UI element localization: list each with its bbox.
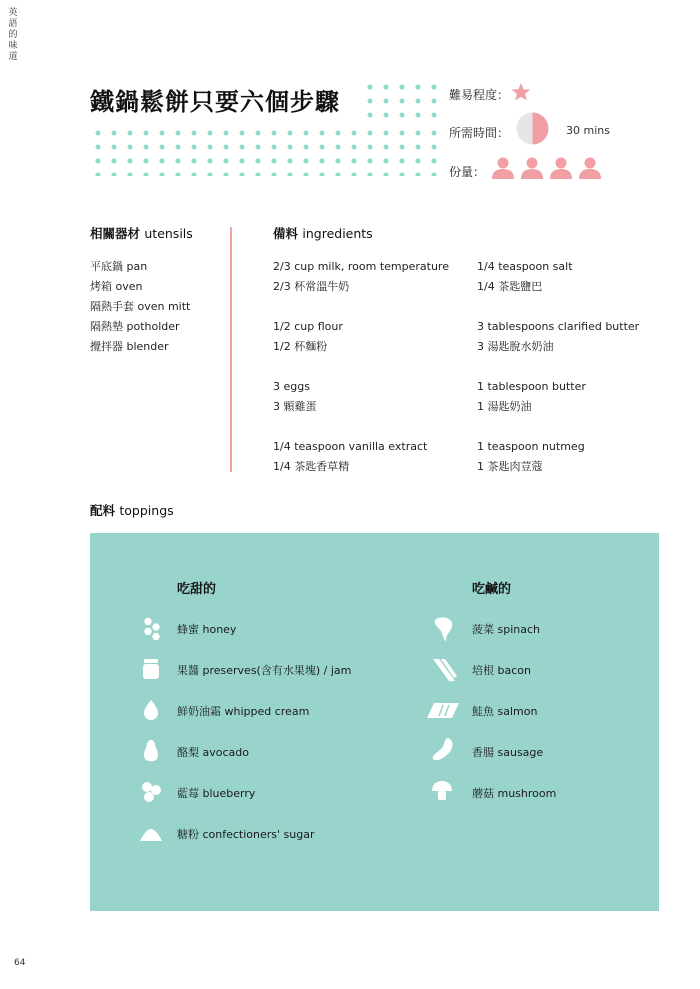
salmon-icon xyxy=(426,700,460,720)
side-label-char: 的 xyxy=(8,30,18,40)
ingredient-item xyxy=(477,257,639,317)
difficulty-label: 難易程度： xyxy=(449,88,510,102)
sweet-item-label: 蜂蜜 honey xyxy=(177,623,237,636)
toppings-heading-zh: 配料 xyxy=(90,503,116,518)
ingredient-item xyxy=(273,377,449,437)
savory-item-label: 菠菜 spinach xyxy=(472,623,540,636)
avocado-icon xyxy=(139,739,163,763)
ingredient-en: 2/3 cup milk, room temperature xyxy=(273,260,449,273)
star-icon xyxy=(511,82,531,102)
ingredient-en: 3 eggs xyxy=(273,380,310,393)
ingredient-item xyxy=(273,317,449,377)
savory-item-label: 培根 bacon xyxy=(472,664,531,677)
ingredient-en: 1 teaspoon nutmeg xyxy=(477,440,585,453)
ingredients-heading xyxy=(273,224,373,242)
ingredients-heading-zh: 備料 xyxy=(273,226,299,241)
side-label-char: 味 xyxy=(8,41,18,51)
servings-icons xyxy=(491,156,603,180)
servings-label: 份量： xyxy=(449,165,486,179)
blueberry-icon xyxy=(139,780,163,804)
page-number: 64 xyxy=(14,958,26,968)
jar-icon xyxy=(139,657,163,681)
page-title: 鐵鍋鬆餅只要六個步驟 xyxy=(90,88,340,116)
ingredient-zh: 1 湯匙奶油 xyxy=(477,400,532,413)
section-divider xyxy=(230,227,232,472)
ingredient-item xyxy=(477,437,639,497)
bacon-icon xyxy=(430,656,458,684)
ingredient-item xyxy=(477,317,639,377)
dot-pattern-main xyxy=(90,126,440,176)
sweet-item-label: 酪梨 avocado xyxy=(177,746,249,759)
mushroom-icon xyxy=(430,779,454,803)
sweet-item-label: 糖粉 confectioners' sugar xyxy=(177,828,315,841)
time-value: 30 mins xyxy=(566,124,610,137)
side-book-label xyxy=(6,8,20,63)
savory-item-label: 香腸 sausage xyxy=(472,746,544,759)
person-icon xyxy=(549,156,573,180)
utensil-item: 隔熱墊 potholder xyxy=(90,320,180,333)
sweet-item-label: 藍莓 blueberry xyxy=(177,787,256,800)
clock-half-icon xyxy=(516,112,549,145)
cream-drop-icon xyxy=(139,698,163,722)
ingredients-heading-en: ingredients xyxy=(302,226,373,241)
savory-title: 吃鹹的 xyxy=(472,582,512,597)
ingredient-zh: 1 茶匙肉荳蔻 xyxy=(477,460,543,473)
toppings-heading xyxy=(90,501,174,519)
ingredient-en: 1/2 cup flour xyxy=(273,320,343,333)
savory-item-label: 鮭魚 salmon xyxy=(472,705,538,718)
ingredient-en: 1/4 teaspoon vanilla extract xyxy=(273,440,428,453)
ingredient-en: 3 tablespoons clarified butter xyxy=(477,320,640,333)
person-icon xyxy=(520,156,544,180)
sweet-item-label: 鮮奶油霜 whipped cream xyxy=(177,705,310,718)
ingredient-item xyxy=(477,377,639,437)
utensils-heading xyxy=(90,224,193,242)
sugar-pile-icon xyxy=(139,821,163,845)
side-label-char: 英 xyxy=(8,8,18,18)
ingredient-en: 1/4 teaspoon salt xyxy=(477,260,573,273)
spinach-icon xyxy=(430,615,458,643)
ingredient-zh: 1/4 茶匙鹽巴 xyxy=(477,280,543,293)
utensil-item: 攪拌器 blender xyxy=(90,340,169,353)
ingredients-left-column xyxy=(273,257,449,497)
ingredient-item xyxy=(273,437,449,497)
utensils-heading-zh: 相關器材 xyxy=(90,226,141,241)
toppings-panel xyxy=(90,533,659,911)
ingredient-zh: 3 湯匙脫水奶油 xyxy=(477,340,554,353)
savory-item-label: 蘑菇 mushroom xyxy=(472,787,557,800)
ingredient-zh: 3 顆雞蛋 xyxy=(273,400,317,413)
utensil-item: 烤箱 oven xyxy=(90,280,143,293)
utensils-list xyxy=(90,257,190,357)
utensils-heading-en: utensils xyxy=(144,226,193,241)
ingredient-zh: 2/3 杯常溫牛奶 xyxy=(273,280,350,293)
ingredient-zh: 1/4 茶匙香草精 xyxy=(273,460,350,473)
utensil-item: 隔熱手套 oven mitt xyxy=(90,300,191,313)
side-label-char: 道 xyxy=(8,52,18,62)
person-icon xyxy=(578,156,602,180)
ingredient-zh: 1/2 杯麵粉 xyxy=(273,340,328,353)
ingredient-item xyxy=(273,257,449,317)
utensil-item: 平底鍋 pan xyxy=(90,260,148,273)
person-icon xyxy=(491,156,515,180)
time-label: 所需時間： xyxy=(449,126,510,140)
dot-pattern-top xyxy=(362,80,440,126)
honeycomb-icon xyxy=(139,616,163,640)
sweet-title: 吃甜的 xyxy=(177,582,217,597)
ingredient-en: 1 tablespoon butter xyxy=(477,380,586,393)
side-label-char: 語 xyxy=(8,19,18,29)
sausage-icon xyxy=(430,736,458,764)
toppings-heading-en: toppings xyxy=(119,503,174,518)
sweet-item-label: 果醬 preserves(含有水果塊) / jam xyxy=(177,664,352,677)
ingredients-right-column xyxy=(477,257,639,497)
